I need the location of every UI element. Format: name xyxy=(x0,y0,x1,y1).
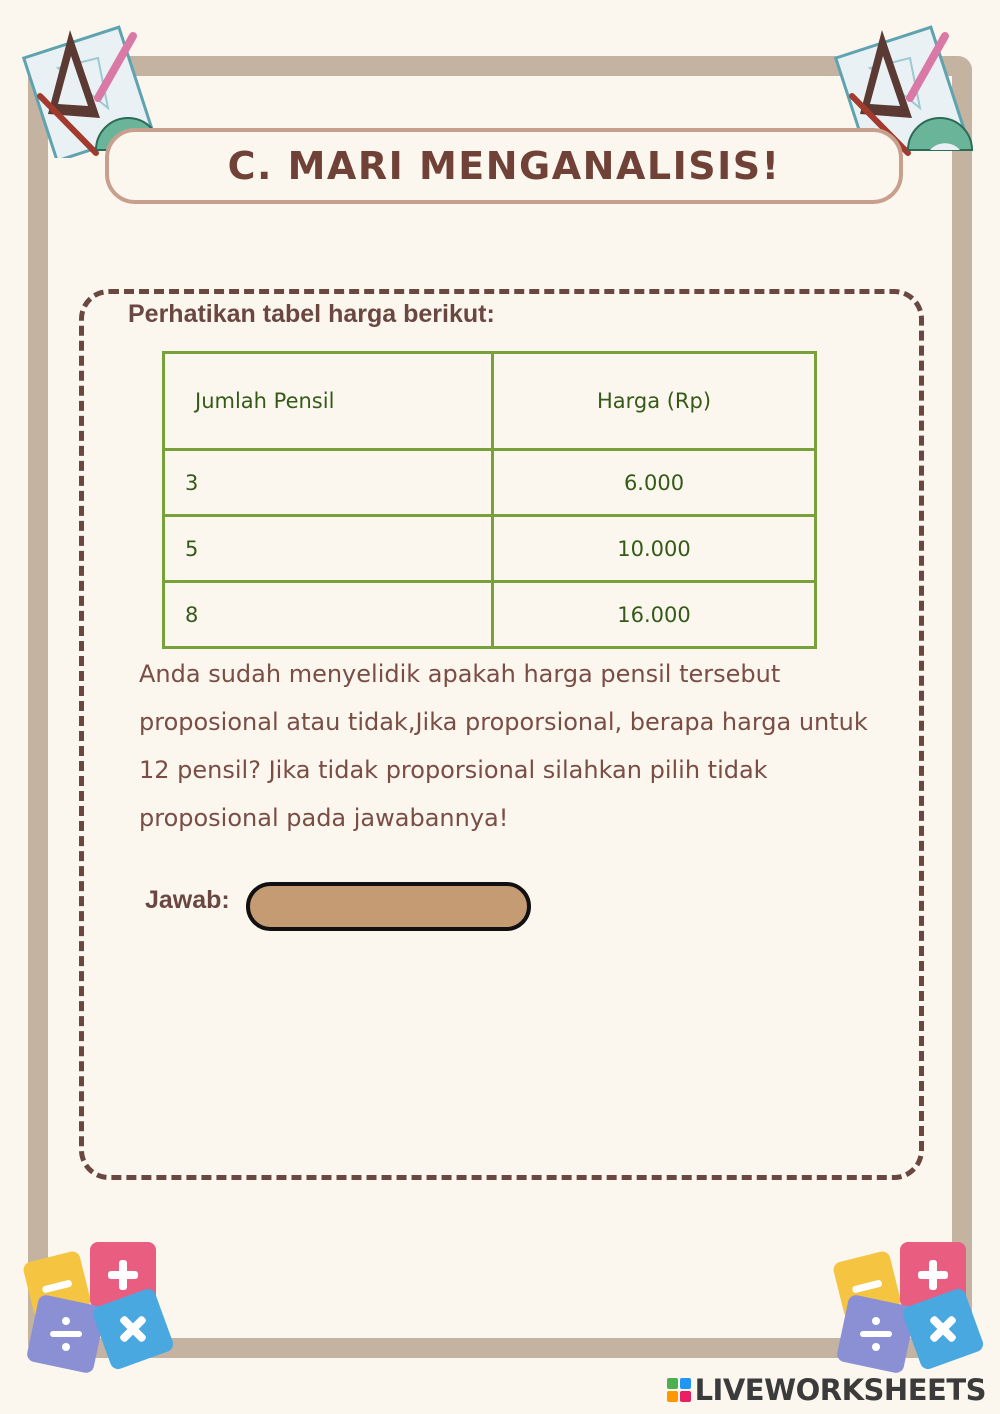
table-cell: 5 xyxy=(164,516,493,582)
column-header: Harga (Rp) xyxy=(493,353,816,450)
table-row xyxy=(164,582,816,648)
table-cell: 3 xyxy=(164,450,493,516)
page-title: C. MARI MENGANALISIS! xyxy=(227,144,781,188)
math-operations-icon xyxy=(18,1238,183,1378)
liveworksheets-logo-icon xyxy=(667,1378,691,1402)
table-row xyxy=(164,516,816,582)
column-header: Jumlah Pensil xyxy=(164,353,493,450)
table-row xyxy=(164,450,816,516)
answer-field[interactable] xyxy=(246,882,531,931)
price-table xyxy=(162,351,817,649)
table-header-row xyxy=(164,353,816,450)
table-cell: 16.000 xyxy=(493,582,816,648)
question-text: Anda sudah menyelidik apakah harga pensil tersebut proposional atau tidak,Jika proporsional, berapa harga untuk 12 pensil? Jika tidak proporsional silahkan pilih tidak proposional pada jawabannya! xyxy=(139,660,868,832)
brand-name: LIVEWORKSHEETS xyxy=(694,1373,986,1407)
table-cell: 6.000 xyxy=(493,450,816,516)
table-cell: 10.000 xyxy=(493,516,816,582)
math-operations-icon xyxy=(828,1238,993,1378)
answer-label: Jawab: xyxy=(145,886,230,914)
instruction-text: Perhatikan tabel harga berikut: xyxy=(128,300,495,328)
table-cell: 8 xyxy=(164,582,493,648)
title-banner xyxy=(105,128,903,204)
liveworksheets-brand xyxy=(667,1373,986,1407)
